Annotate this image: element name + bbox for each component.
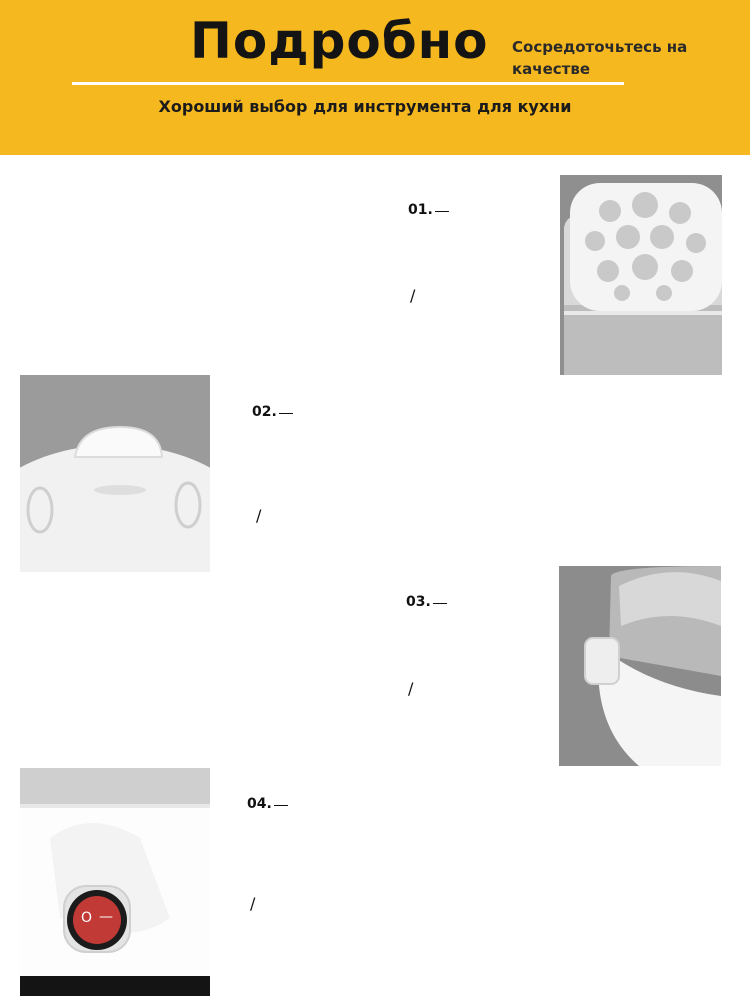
egg-tray-illustration — [560, 175, 722, 375]
lid-photo — [20, 375, 210, 572]
header-banner — [0, 0, 750, 155]
feature-2-text: / — [256, 506, 262, 525]
side-note: Сосредоточьтесь на качестве — [512, 38, 688, 78]
power-switch-face[interactable] — [73, 896, 121, 944]
feature-2-underline — [279, 413, 293, 414]
header-divider — [72, 82, 624, 85]
feature-1-number-text: 01. — [408, 202, 433, 218]
feature-2-number — [252, 404, 293, 420]
feature-3-number — [406, 594, 447, 610]
feature-4-number — [247, 796, 288, 812]
feature-3-number-text: 03. — [406, 594, 431, 610]
switch-on-symbol: — — [99, 909, 113, 925]
feature-3-underline — [433, 603, 447, 604]
base-switch-illustration — [20, 768, 210, 996]
feature-1-text: / — [410, 286, 416, 305]
page-title: Подробно — [190, 12, 489, 70]
feature-1-underline — [435, 211, 449, 212]
feature-4-text: / — [250, 894, 256, 913]
power-switch[interactable] — [67, 890, 127, 950]
feature-3-text: / — [408, 679, 414, 698]
egg-tray-photo — [560, 175, 722, 375]
feature-2-number-text: 02. — [252, 404, 277, 420]
lid-illustration — [20, 375, 210, 572]
page-subtitle: Хороший выбор для инструмента для кухни — [158, 97, 572, 116]
steamer-bowl-illustration — [559, 566, 721, 766]
steamer-bowl-photo — [559, 566, 721, 766]
feature-4-underline — [274, 805, 288, 806]
feature-4-number-text: 04. — [247, 796, 272, 812]
switch-off-symbol: O — [81, 910, 93, 926]
feature-1-number — [408, 202, 449, 218]
base-switch-photo — [20, 768, 210, 996]
